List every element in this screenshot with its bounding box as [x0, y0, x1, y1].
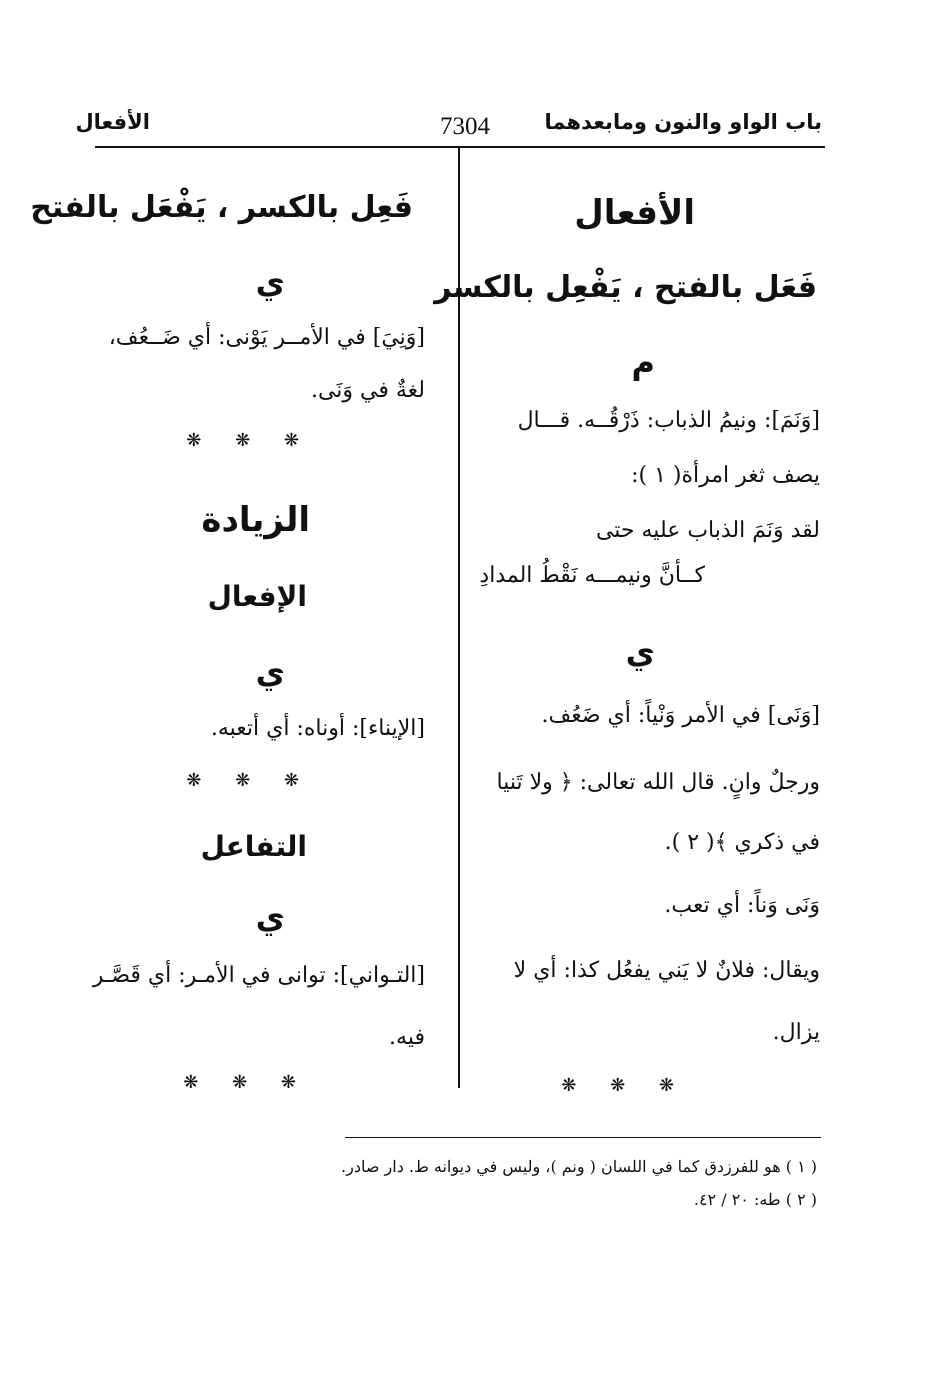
right-letter-m: م — [631, 343, 655, 381]
left-entry-line-4: [التـواني]: توانى في الأمـر: أي قَصَّـر — [92, 963, 425, 988]
left-section-stars-2: ❋ ❋ ❋ — [186, 770, 313, 791]
right-heading-main: الأفعال — [574, 193, 695, 233]
right-section-stars: ❋ ❋ ❋ — [561, 1075, 688, 1096]
right-entry-line-3: [وَنَى] في الأمر وَنْياً: أي ضَعُف. — [541, 703, 820, 728]
page-number: 7304 — [440, 113, 490, 140]
right-entry-line-6: وَنَى وَناً: أي تعب. — [664, 893, 820, 918]
left-letter-y-2: ي — [255, 653, 285, 691]
right-entry-line-4: ورجلٌ وانٍ. قال الله تعالى: ﴿ ولا تَنيا — [496, 770, 820, 795]
left-entry-line-2: لغةٌ في وَنَى. — [310, 378, 425, 403]
footnote-rule — [345, 1137, 821, 1138]
left-heading-tafaul: التفاعل — [200, 830, 307, 863]
left-heading-ifal: الإفعال — [207, 580, 307, 613]
right-entry-line-5: في ذكري ﴾( ٢ ). — [664, 830, 820, 855]
left-letter-y-3: ي — [255, 898, 285, 936]
header-rule — [95, 146, 825, 148]
right-entry-line-1: [وَنَمَ]: ونيمُ الذباب: ذَرْقُــه. قـــال — [517, 408, 820, 433]
right-subheading: فَعَل بالفتح ، يَفْعِل بالكسر — [434, 270, 817, 305]
left-entry-line-3: [الإيناء]: أوناه: أي أتعبه. — [210, 716, 425, 741]
running-header-right: باب الواو والنون ومابعدهما — [544, 110, 822, 134]
right-verse-2: كــأنَّ ونيمـــه نَقْطُ المدادِ — [479, 563, 705, 588]
left-section-stars-1: ❋ ❋ ❋ — [186, 430, 313, 451]
right-entry-line-7: ويقال: فلانٌ لا يَني يفعُل كذا: أي لا — [513, 958, 820, 983]
left-section-stars-3: ❋ ❋ ❋ — [183, 1072, 310, 1093]
left-entry-line-1: [وَنِيَ] في الأمــر يَوْنى: أي ضَــعُف، — [108, 325, 425, 350]
left-entry-line-5: فيه. — [389, 1025, 425, 1050]
footnote-1: ( ١ ) هو للفرزدق كما في اللسان ( ونم )، وليس في ديوانه ط. دار صادر. — [341, 1157, 817, 1176]
right-entry-line-2: يصف ثغر امرأة( ١ ): — [631, 463, 820, 488]
footnote-2: ( ٢ ) طه: ٢٠ / ٤٢. — [693, 1190, 817, 1209]
left-heading-ziyada: الزيادة — [201, 500, 310, 540]
running-header-left: الأفعال — [75, 110, 150, 134]
left-subheading: فَعِل بالكسر ، يَفْعَل بالفتح — [30, 190, 413, 225]
right-entry-line-8: يزال. — [772, 1020, 820, 1045]
right-verse-1: لقد وَنَمَ الذباب عليه حتى — [595, 518, 820, 543]
left-letter-y-1: ي — [255, 263, 285, 301]
right-letter-y: ي — [625, 633, 655, 671]
